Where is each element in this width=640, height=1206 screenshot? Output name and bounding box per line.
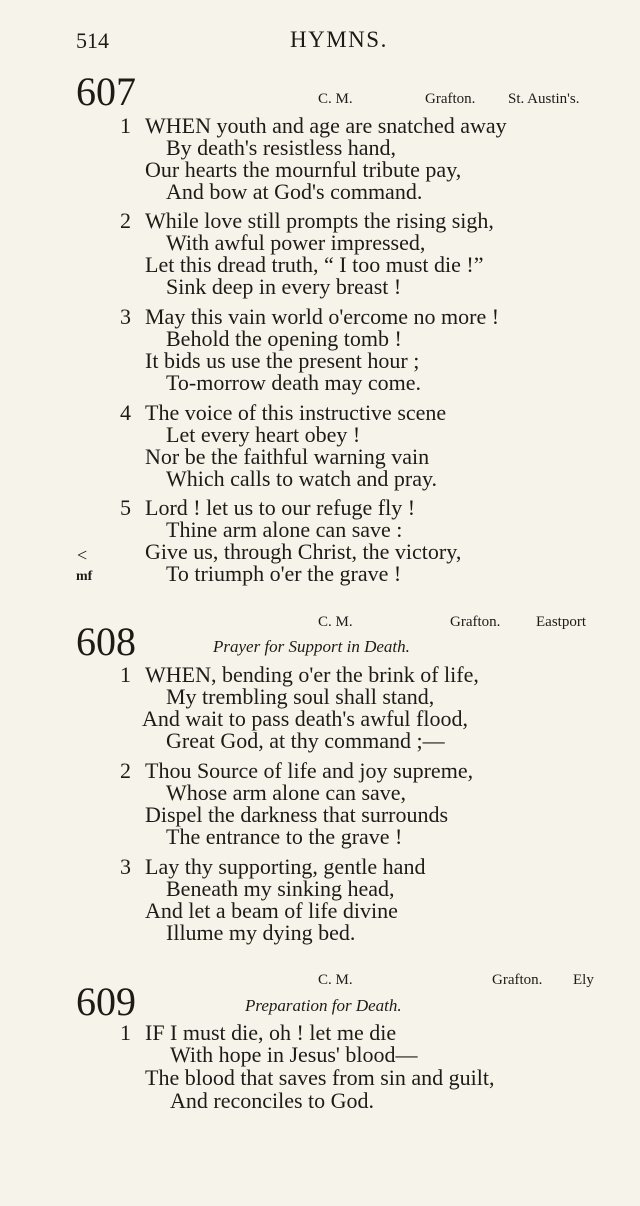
verse-line: IF I must die, oh ! let me die bbox=[145, 1020, 397, 1045]
verse-line: To-morrow death may come. bbox=[166, 370, 422, 395]
verse-line: May this vain world o'ercome no more ! bbox=[145, 304, 500, 329]
hymn-meter: C. M. bbox=[318, 614, 353, 630]
verse-line: While love still prompts the rising sigh, bbox=[145, 208, 494, 233]
verse-line: With hope in Jesus' blood— bbox=[170, 1042, 418, 1067]
crescendo-mark: < bbox=[77, 545, 88, 565]
verse-line: With awful power impressed, bbox=[166, 230, 426, 255]
verse-number: 1 bbox=[120, 113, 131, 138]
verse-number: 1 bbox=[120, 662, 131, 687]
verse-line: Thou Source of life and joy supreme, bbox=[145, 758, 474, 783]
verse-number: 2 bbox=[120, 208, 131, 233]
verse-line: My trembling soul shall stand, bbox=[166, 684, 435, 709]
hymn-title: Preparation for Death. bbox=[245, 996, 402, 1015]
verse-line: And let a beam of life divine bbox=[145, 898, 398, 923]
verse-line: Great God, at thy command ;— bbox=[166, 728, 445, 753]
verse-number: 3 bbox=[120, 854, 131, 879]
hymn-meter: C. M. bbox=[318, 972, 353, 988]
verse-line: Which calls to watch and pray. bbox=[166, 466, 438, 491]
tune-name: Grafton. bbox=[450, 614, 501, 630]
verse-line: Our hearts the mournful tribute pay, bbox=[145, 157, 462, 182]
verse-line: To triumph o'er the grave ! bbox=[166, 561, 402, 586]
tune-name: St. Austin's. bbox=[508, 91, 580, 107]
verse-number: 3 bbox=[120, 304, 131, 329]
dynamic-mark: mf bbox=[76, 569, 93, 584]
tune-name: Grafton. bbox=[425, 91, 476, 107]
verse-line: By death's resistless hand, bbox=[166, 135, 397, 160]
verse-line: Sink deep in every breast ! bbox=[166, 274, 402, 299]
verse-line: Lay thy supporting, gentle hand bbox=[145, 854, 426, 879]
verse-line: The blood that saves from sin and guilt, bbox=[145, 1065, 495, 1090]
verse-line: Illume my dying bed. bbox=[166, 920, 356, 945]
verse-line: And bow at God's command. bbox=[166, 179, 423, 204]
verse-line: Let every heart obey ! bbox=[166, 422, 361, 447]
verse-line: Let this dread truth, “ I too must die !” bbox=[145, 252, 484, 277]
verse-line: The voice of this instructive scene bbox=[145, 400, 447, 425]
hymn-number: 607 bbox=[76, 69, 136, 114]
verse-number: 5 bbox=[120, 495, 131, 520]
verse-line: Whose arm alone can save, bbox=[166, 780, 407, 805]
verse-line: Nor be the faithful warning vain bbox=[145, 444, 430, 469]
verse-line: Beneath my sinking head, bbox=[166, 876, 395, 901]
tune-name: Grafton. bbox=[492, 972, 543, 988]
verse-line: And reconciles to God. bbox=[170, 1088, 375, 1113]
verse-line: Give us, through Christ, the victory, bbox=[145, 539, 462, 564]
tune-name: Eastport bbox=[536, 614, 586, 630]
verse-line: Lord ! let us to our refuge fly ! bbox=[145, 495, 416, 520]
hymn-number: 609 bbox=[76, 979, 136, 1024]
hymn-number: 608 bbox=[76, 619, 136, 664]
tune-name: Ely bbox=[573, 972, 594, 988]
verse-number: 1 bbox=[120, 1020, 131, 1045]
hymn-title: Prayer for Support in Death. bbox=[213, 637, 410, 656]
verse-line: Thine arm alone can save : bbox=[166, 517, 403, 542]
verse-line: The entrance to the grave ! bbox=[166, 824, 403, 849]
verse-line: Behold the opening tomb ! bbox=[166, 326, 402, 351]
verse-line: WHEN, bending o'er the brink of life, bbox=[145, 662, 479, 687]
hymn-meter: C. M. bbox=[318, 91, 353, 107]
verse-line: Dispel the darkness that surrounds bbox=[145, 802, 449, 827]
page-number: 514 bbox=[76, 28, 109, 53]
verse-line: WHEN youth and age are snatched away bbox=[145, 113, 507, 138]
verse-number: 4 bbox=[120, 400, 131, 425]
verse-line: And wait to pass death's awful flood, bbox=[142, 706, 468, 731]
running-head: HYMNS. bbox=[290, 27, 388, 52]
verse-number: 2 bbox=[120, 758, 131, 783]
verse-line: It bids us use the present hour ; bbox=[145, 348, 420, 373]
